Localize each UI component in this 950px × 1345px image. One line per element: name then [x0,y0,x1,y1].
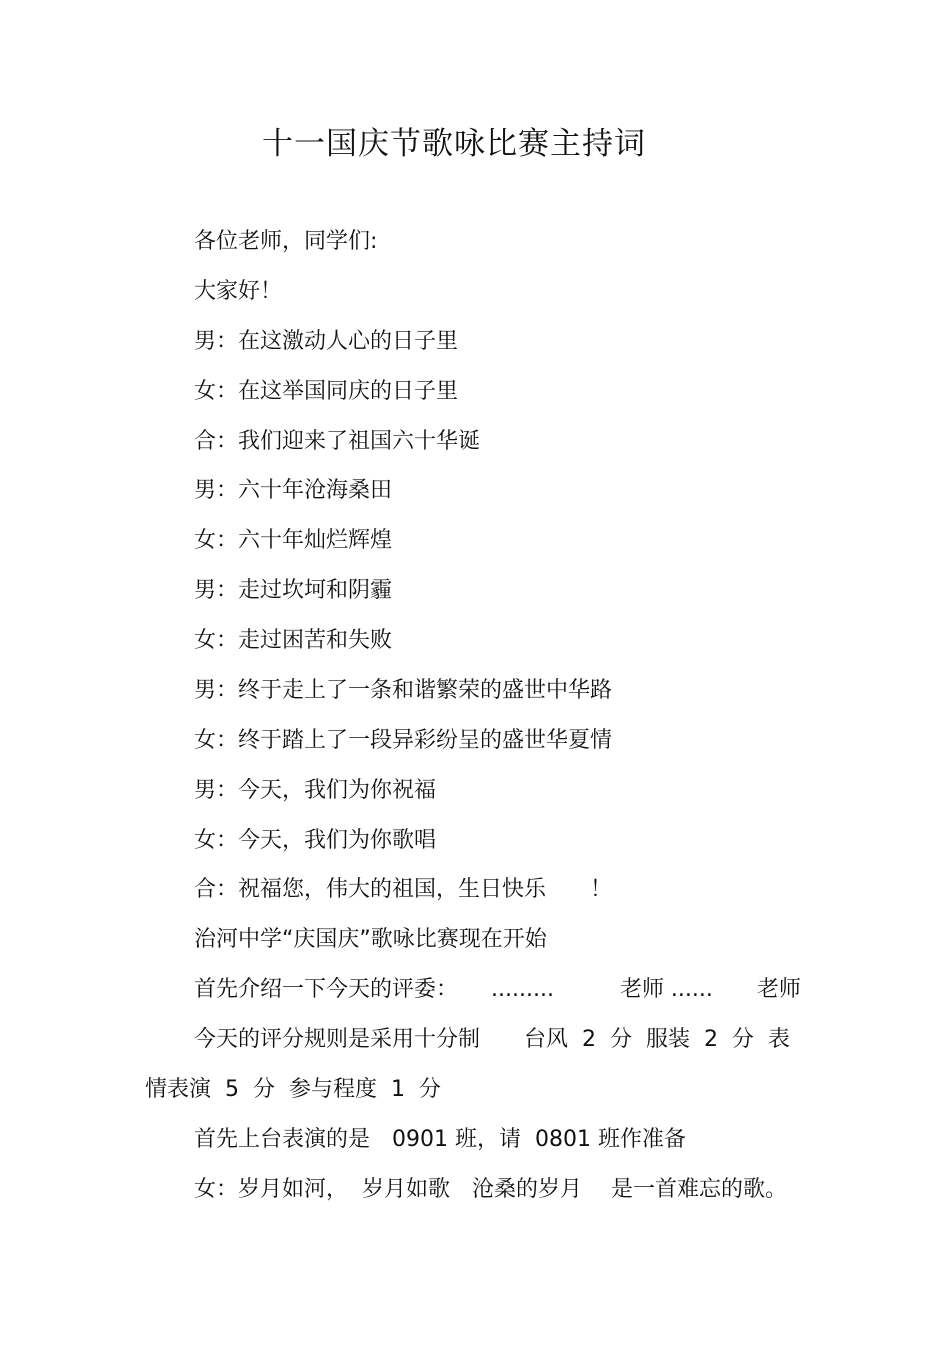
text-line: 合：祝福您，伟大的祖国，生日快乐 ！ [194,877,613,902]
text-line: 女：走过困苦和失败 [194,628,393,653]
text-line: 男：在这激动人心的日子里 [194,329,459,354]
text-line: 男：走过坎坷和阴霾 [194,578,393,603]
text-line: 男：今天，我们为你祝福 [194,778,437,803]
text-line: 各位老师，同学们: [194,229,378,254]
text-line: 大家好！ [194,279,283,304]
text-line: 首先介绍一下今天的评委： ......... 老师 ...... 老师 [194,977,801,1002]
text-line: 合：我们迎来了祖国六十华诞 [194,429,481,454]
text-line: 男：六十年沧海桑田 [194,478,393,503]
text-line: 今天的评分规则是采用十分制 台风 2 分 服装 2 分 表 [194,1027,790,1052]
document-title: 十一国庆节歌咏比赛主持词 [262,126,646,162]
text-line: 女：终于踏上了一段异彩纷呈的盛世华夏情 [194,728,613,753]
text-line: 女：六十年灿烂辉煌 [194,528,393,553]
text-line: 女：岁月如河， 岁月如歌 沧桑的岁月 是一首难忘的歌。 [194,1177,787,1202]
text-line: 首先上台表演的是 0901 班，请 0801 班作准备 [194,1127,686,1152]
text-line: 治河中学“庆国庆”歌咏比赛现在开始 [194,927,547,952]
text-line: 女：在这举国同庆的日子里 [194,379,459,404]
text-line: 女：今天，我们为你歌唱 [194,828,437,853]
text-line: 情表演 5 分 参与程度 1 分 [145,1077,441,1102]
text-line: 男：终于走上了一条和谐繁荣的盛世中华路 [194,678,613,703]
